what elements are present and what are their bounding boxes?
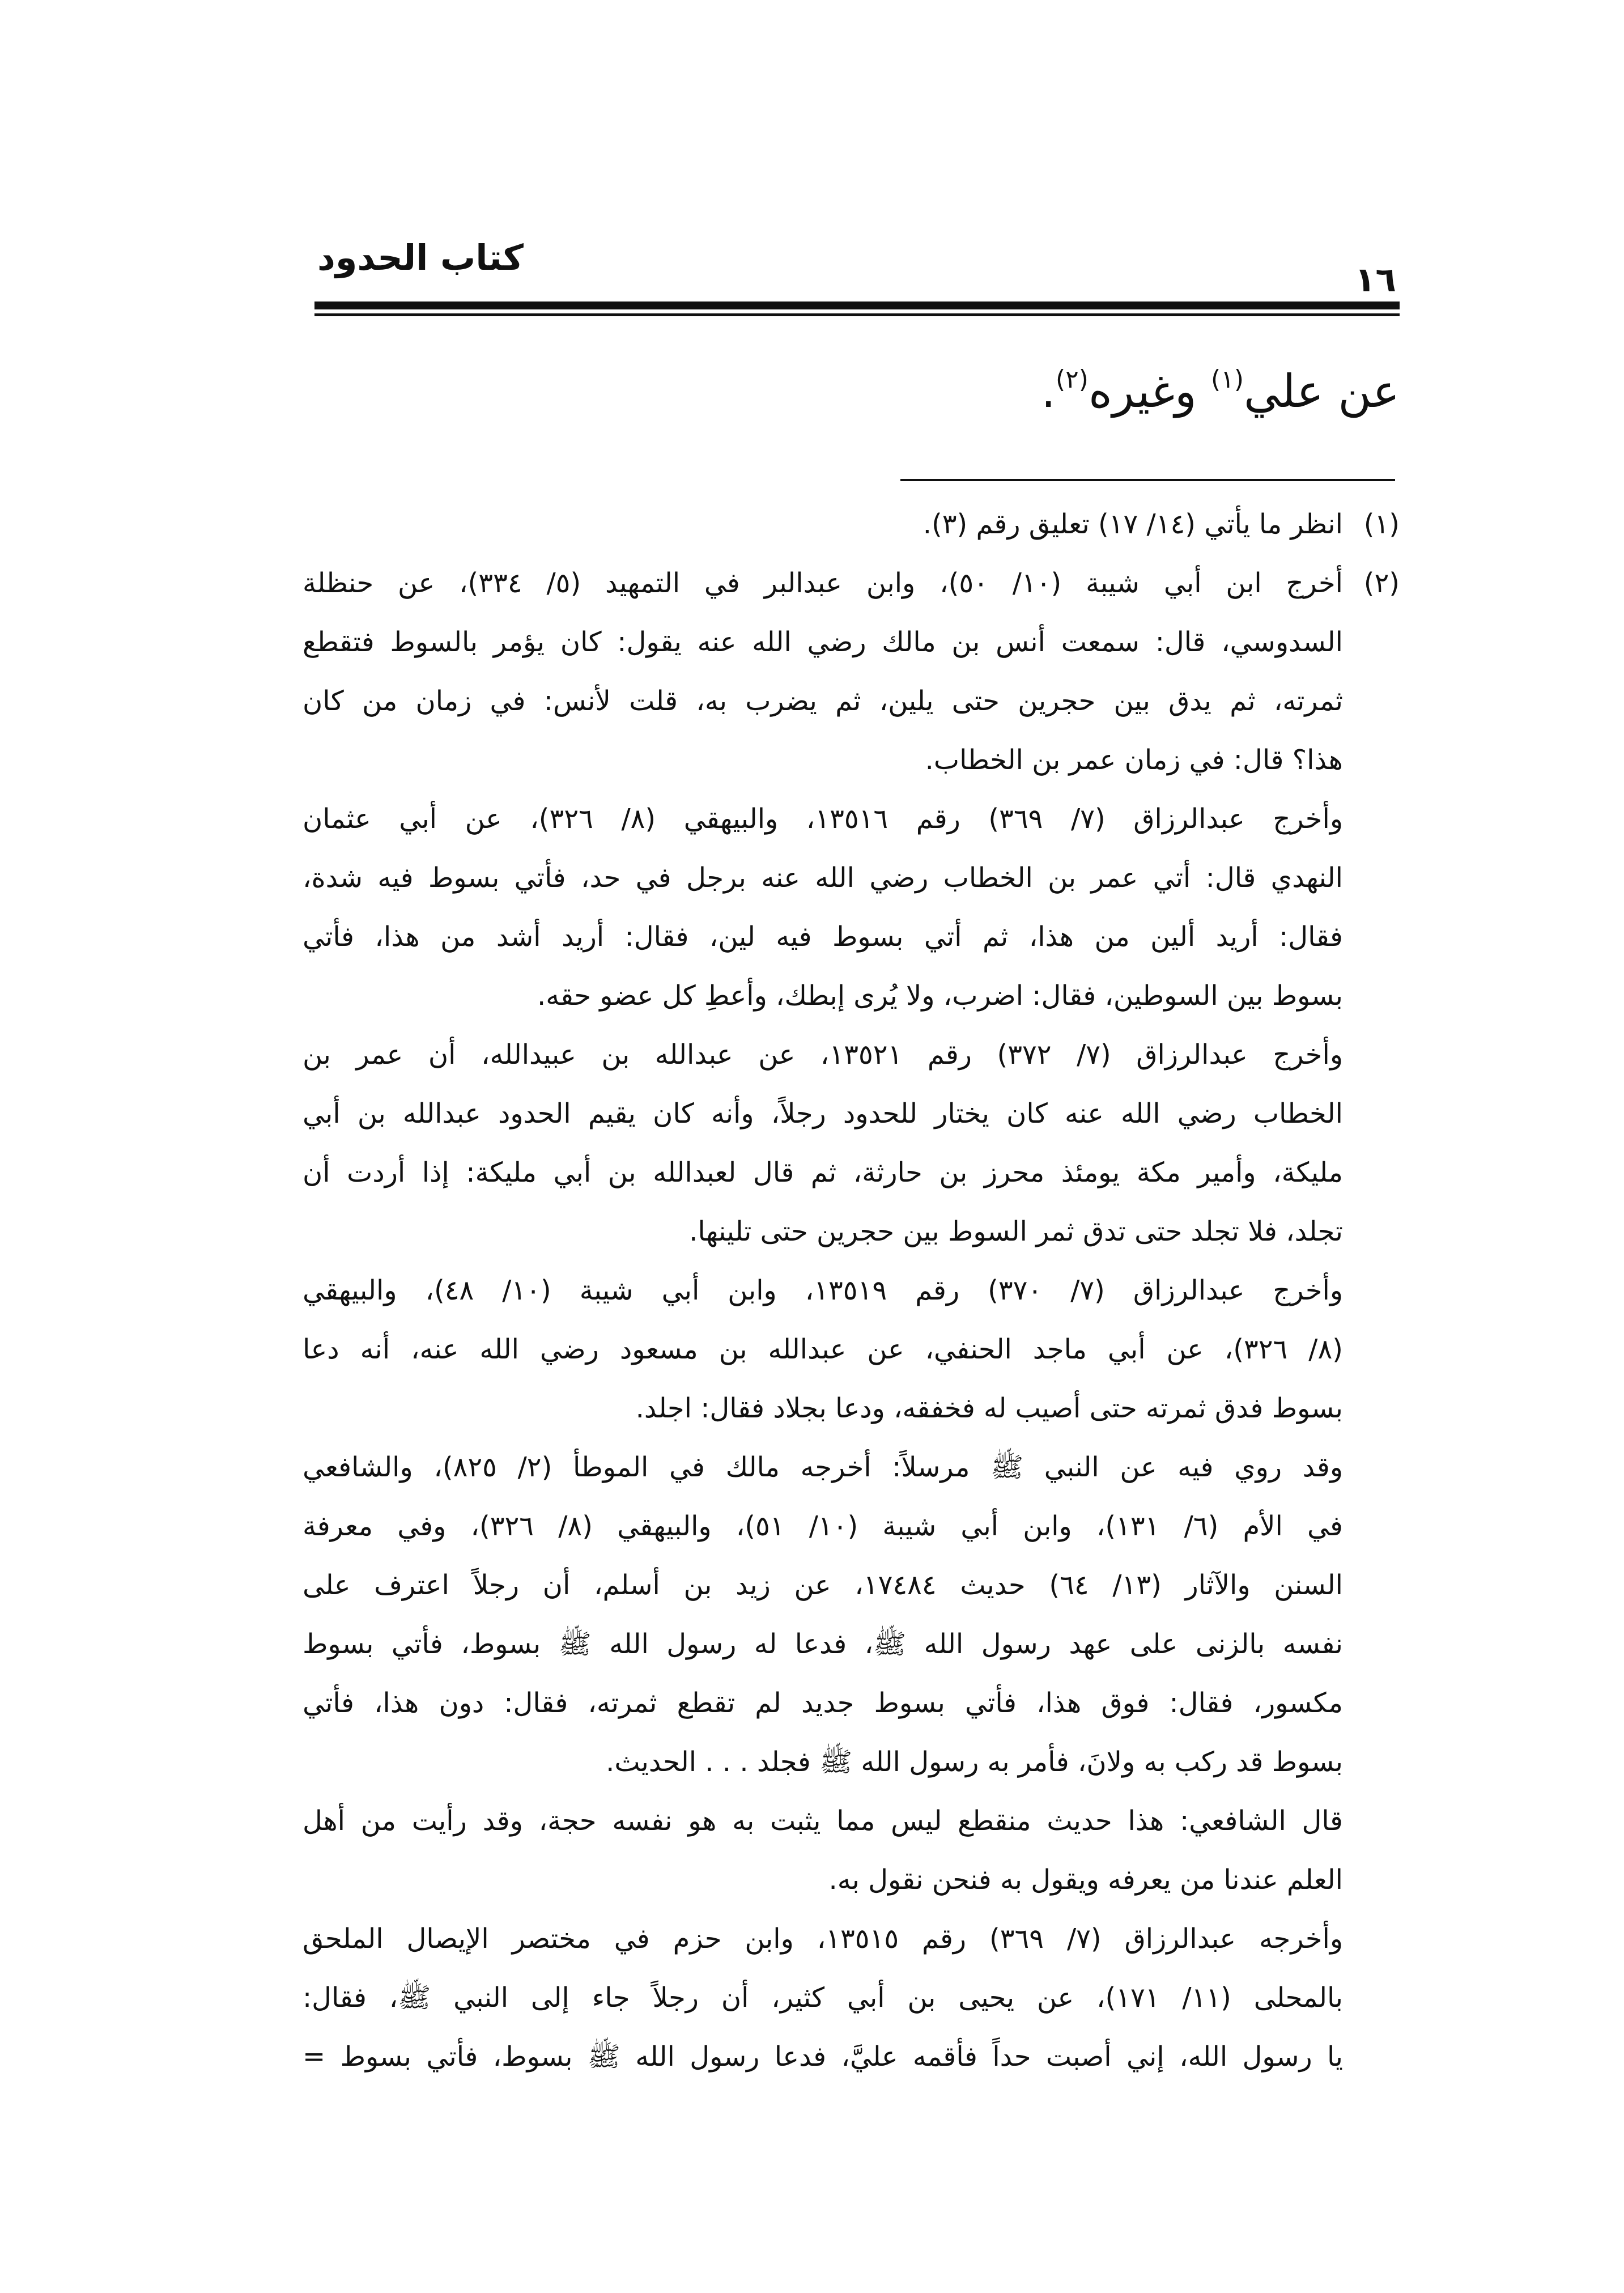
footnote-2 [303,554,1400,2086]
running-title: كتاب الحدود [317,237,524,278]
footnote-line: العلم عندنا من يعرفه ويقول به فنحن نقول به. [828,1864,1343,1896]
footnote-line: بسوط قد ركب به ولانَ، فأمر به رسول الله ﷺ فجلد . . . الحديث. [606,1746,1343,1778]
footnote-line: أخرج ابن أبي شيبة (١٠/ ٥٠)، وابن عبدالبر في التمهيد (٥/ ٣٣٤)، عن حنظلة [303,567,1343,599]
main-text-part: عن علي [1244,365,1400,418]
footnote-line: الخطاب رضي الله عنه كان يختار للحدود رجلاً، وأنه كان يقيم الحدود عبدالله بن أبي [303,1098,1343,1129]
footnote-ref: (٢) [1055,365,1089,394]
footnote-number: (٢) [1363,567,1400,599]
footnote-separator [900,479,1395,481]
footnote-1 [303,495,1400,554]
footnote-line: يا رسول الله، إني أصبت حداً فأقمه عليَّ، فدعا رسول الله ﷺ بسوط، فأتي بسوط = [303,2041,1343,2073]
header-rule [314,302,1400,309]
main-text [1041,355,1400,428]
main-text-end: . [1041,365,1056,418]
footnote-line: ثمرته، ثم يدق بين حجرين حتى يلين، ثم يضرب به، قلت لأنس: في زمان من كان [303,685,1343,717]
footnote-number: (١) [1363,508,1400,540]
footnote-body [303,495,1343,554]
footnote-line: النهدي قال: أتي عمر بن الخطاب رضي الله عنه برجل في حد، فأتي بسوط فيه شدة، [303,862,1343,894]
footnotes [303,495,1400,2086]
footnote-line: تجلد، فلا تجلد حتى تدق ثمر السوط بين حجرين حتى تلينها. [689,1216,1343,1247]
footnote-body [303,554,1343,2086]
footnote-line: السدوسي، قال: سمعت أنس بن مالك رضي الله عنه يقول: كان يؤمر بالسوط فتقطع [303,626,1343,658]
main-text-part: وغيره [1088,365,1197,418]
footnote-line: بالمحلى (١١/ ١٧١)، عن يحيى بن أبي كثير، أن رجلاً جاء إلى النبي ﷺ، فقال: [303,1982,1343,2014]
footnote-ref: (١) [1211,365,1244,394]
footnote-line: هذا؟ قال: في زمان عمر بن الخطاب. [925,744,1343,776]
header-rule-thin [314,313,1400,316]
footnote-line: في الأم (٦/ ١٣١)، وابن أبي شيبة (١٠/ ٥١)، والبيهقي (٨/ ٣٢٦)، وفي معرفة [303,1510,1343,1542]
footnote-line: السنن والآثار (١٣/ ٦٤) حديث ١٧٤٨٤، عن زيد بن أسلم، أن رجلاً اعترف على [303,1569,1343,1601]
footnote-line: وأخرج عبدالرزاق (٧/ ٣٦٩) رقم ١٣٥١٦، والبيهقي (٨/ ٣٢٦)، عن أبي عثمان [303,803,1343,835]
footnote-line: بسوط فدق ثمرته حتى أصيب له فخفقه، ودعا بجلاد فقال: اجلد. [635,1392,1343,1424]
footnote-line: فقال: أريد ألين من هذا، ثم أتي بسوط فيه لين، فقال: أريد أشد من هذا، فأتي [303,921,1343,953]
footnote-line: وأخرج عبدالرزاق (٧/ ٣٧٠) رقم ١٣٥١٩، وابن أبي شيبة (١٠/ ٤٨)، والبيهقي [303,1275,1343,1306]
footnote-line: مليكة، وأمير مكة يومئذ محرز بن حارثة، ثم قال لعبدالله بن أبي مليكة: إذا أردت أن [303,1157,1343,1188]
footnote-line: قال الشافعي: هذا حديث منقطع ليس مما يثبت به هو نفسه حجة، وقد رأيت من أهل [303,1805,1343,1837]
footnote-line: وأخرجه عبدالرزاق (٧/ ٣٦٩) رقم ١٣٥١٥، وابن حزم في مختصر الإيصال الملحق [303,1923,1343,1955]
footnote-line: نفسه بالزنى على عهد رسول الله ﷺ، فدعا له رسول الله ﷺ بسوط، فأتي بسوط [303,1628,1343,1660]
footnote-line: وقد روي فيه عن النبي ﷺ مرسلاً: أخرجه مالك في الموطأ (٢/ ٨٢٥)، والشافعي [303,1451,1343,1483]
footnote-line: بسوط بين السوطين، فقال: اضرب، ولا يُرى إبطك، وأعطِ كل عضو حقه. [537,980,1343,1012]
footnote-line: انظر ما يأتي (١٤/ ١٧) تعليق رقم (٣). [922,508,1343,540]
footnote-line: (٨/ ٣٢٦)، عن أبي ماجد الحنفي، عن عبدالله بن مسعود رضي الله عنه، أنه دعا [303,1334,1343,1365]
footnote-line: مكسور، فقال: فوق هذا، فأتي بسوط جديد لم تقطع ثمرته، فقال: دون هذا، فأتي [303,1687,1343,1719]
footnote-line: وأخرج عبدالرزاق (٧/ ٣٧٢) رقم ١٣٥٢١، عن عبدالله بن عبيدالله، أن عمر بن [303,1039,1343,1071]
page-number: ١٦ [1354,260,1396,300]
